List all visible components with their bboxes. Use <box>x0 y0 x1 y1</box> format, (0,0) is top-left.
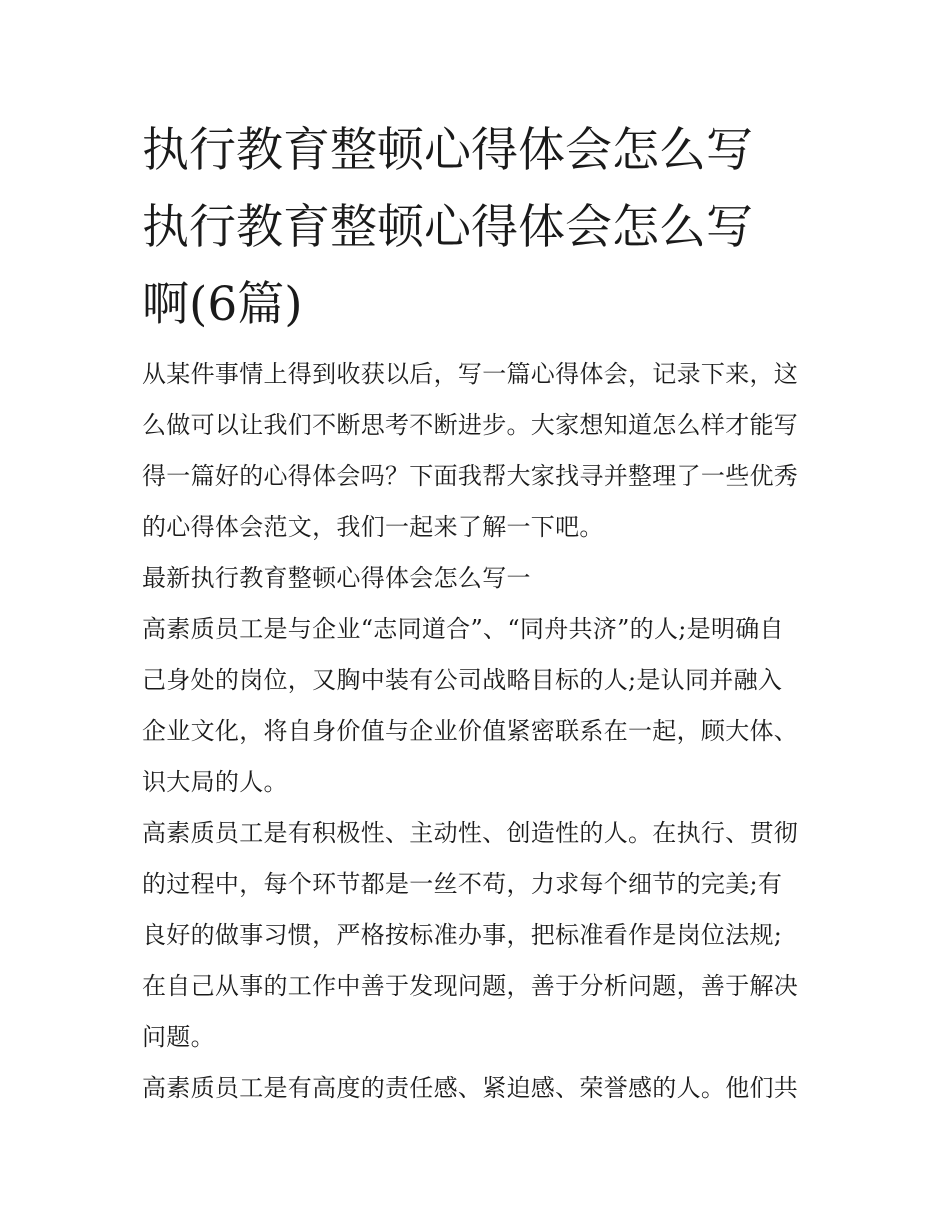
text-line: 从某件事情上得到收获以后，写一篇心得体会，记录下来，这 <box>142 360 799 388</box>
title-line: 执行教育整顿心得体会怎么写 <box>142 123 753 178</box>
body-paragraph <box>142 808 814 1063</box>
text-line: 的心得体会范文，我们一起来了解一下吧。 <box>142 513 604 541</box>
intro-paragraph <box>142 349 814 553</box>
text-line: 在自己从事的工作中善于发现问题，善于分析问题，善于解决 <box>142 972 799 1000</box>
text-line: 的过程中，每个环节都是一丝不苟，力求每个细节的完美;有 <box>142 870 783 898</box>
body-paragraph <box>142 604 814 808</box>
text-line: 高素质员工是有高度的责任感、紧迫感、荣誉感的人。他们共 <box>142 1074 799 1102</box>
text-line: 问题。 <box>142 1023 215 1051</box>
body-paragraph <box>142 1063 814 1114</box>
title-line: 啊(6篇) <box>142 277 303 332</box>
document-title <box>142 112 814 343</box>
text-line: 么做可以让我们不断思考不断进步。大家想知道怎么样才能写 <box>142 411 799 439</box>
text-line: 企业文化，将自身价值与企业价值紧密联系在一起，顾大体、 <box>142 717 799 745</box>
text-line: 高素质员工是有积极性、主动性、创造性的人。在执行、贯彻 <box>142 819 799 847</box>
text-line: 己身处的岗位，又胸中装有公司战略目标的人;是认同并融入 <box>142 666 783 694</box>
title-line: 执行教育整顿心得体会怎么写 <box>142 200 753 255</box>
section-heading <box>142 553 814 604</box>
text-line: 得一篇好的心得体会吗？下面我帮大家找寻并整理了一些优秀 <box>142 462 799 490</box>
document-page <box>142 112 814 1114</box>
text-line: 最新执行教育整顿心得体会怎么写一 <box>142 564 531 592</box>
text-line: 良好的做事习惯，严格按标准办事，把标准看作是岗位法规; <box>142 921 783 949</box>
text-line: 识大局的人。 <box>142 768 288 796</box>
text-line: 高素质员工是与企业“志同道合”、“同舟共济”的人;是明确自 <box>142 615 784 643</box>
